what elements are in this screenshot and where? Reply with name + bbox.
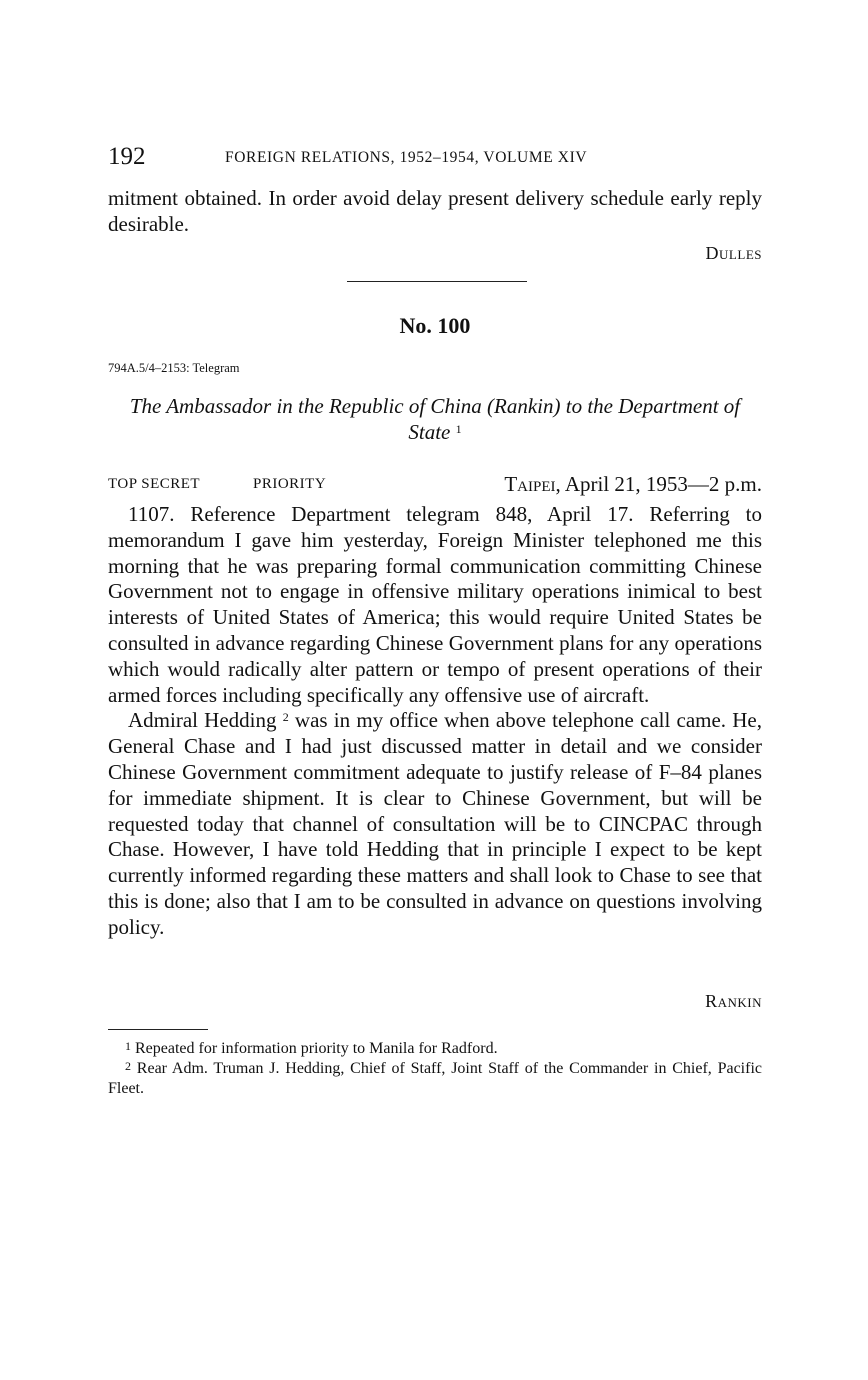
document-title xyxy=(128,394,742,446)
body-paragraph-2 xyxy=(108,708,762,940)
document-number: No. 100 xyxy=(399,313,471,338)
telegram-body xyxy=(108,502,762,941)
running-title: FOREIGN RELATIONS, 1952–1954, VOLUME XIV xyxy=(225,149,588,166)
footnote-text-1: Repeated for information priority to Manila for Radford. xyxy=(135,1040,498,1057)
file-reference: 794A.5/4–2153: Telegram xyxy=(108,361,240,375)
footnote-ref-1: 1 xyxy=(455,421,462,436)
footnote-ref-2: 2 xyxy=(282,710,289,725)
dateline-place: Taipei xyxy=(504,472,556,496)
continued-paragraph: mitment obtained. In order avoid delay present delivery schedule early reply desirable. xyxy=(108,186,762,236)
classification-line xyxy=(108,472,762,498)
paragraph2-rest: was in my office when above telephone call came. He, General Chase and I had just discussed matter in detail and we consider Chinese Government commitment adequate to justify release of F–84 planes for immediate shipment. It is clear to Chinese Government, but will be requested today that channel of consultation will be to CINCPAC through Chase. However, I have told Hedding that in principle I expect to be kept currently informed regarding these matters and shall look to Chase to see that this is done; also that I am to be consulted in advance on questions involving policy. xyxy=(108,708,763,939)
footnote-1 xyxy=(108,1039,762,1059)
footnote-marker-2: 2 xyxy=(125,1059,131,1073)
continued-text xyxy=(108,186,762,238)
dateline-date: , April 21, 1953—2 p.m. xyxy=(555,472,762,496)
document-title-text: The Ambassador in the Republic of China (Rankin) to the Department of State xyxy=(129,394,741,444)
body-paragraph-1: 1107. Reference Department telegram 848, April 17. Referring to memorandum I gave him yesterday, Foreign Minister telephoned me this morning that he was preparing formal communication committing Chinese Government not to engage in offensive military operations inimical to best interests of United States of America; this would require United States be consulted in advance regarding Chinese Government plans for any operations which would radically alter pattern or tempo of present operations of their armed forces including specifically any offensive use of aircraft. xyxy=(108,502,762,707)
page-number: 192 xyxy=(108,143,146,170)
paragraph2-start: Admiral Hedding xyxy=(128,708,277,733)
dateline xyxy=(504,472,762,497)
classification: TOP SECRET xyxy=(108,476,201,492)
running-header xyxy=(108,142,762,172)
signature-dulles: Dulles xyxy=(705,243,762,263)
footnote-2 xyxy=(108,1059,762,1099)
footnote-divider xyxy=(108,1029,208,1030)
footnote-marker-1: 1 xyxy=(125,1039,131,1053)
section-divider xyxy=(347,281,527,282)
footnotes xyxy=(108,1039,762,1099)
priority: PRIORITY xyxy=(253,476,327,492)
signature-rankin: Rankin xyxy=(705,991,762,1011)
footnote-text-2: Rear Adm. Truman J. Hedding, Chief of Staff, Joint Staff of the Commander in Chief, Pacific Fleet. xyxy=(108,1060,763,1097)
